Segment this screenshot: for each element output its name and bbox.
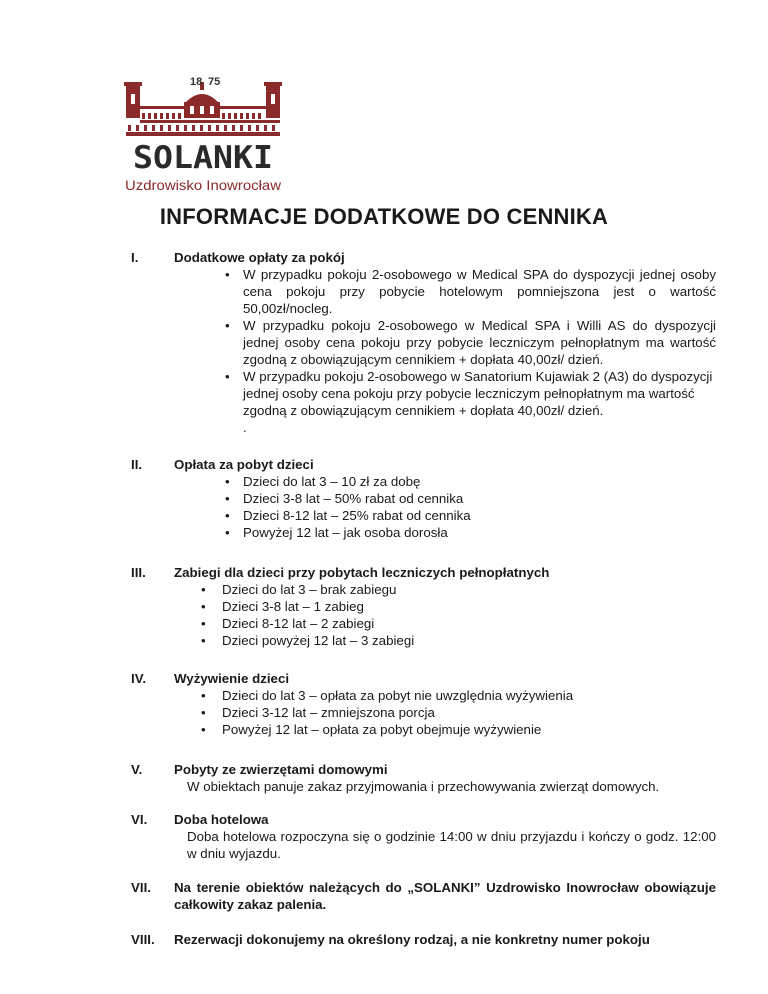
section-number: IV. [131, 671, 147, 686]
section-2 [131, 456, 716, 541]
section-1 [131, 249, 716, 436]
list-item: • W przypadku pokoju 2-osobowego w Medical SPA i Willi AS do dyspozycji jednej osoby cena pokoju przy pobycie leczniczym pełnopłatnym ma wartość zgodną z obowiązującym cennikiem + dopłata 40,00zł/ dzień. [174, 317, 716, 368]
list-item: • Dzieci powyżej 12 lat – 3 zabiegi [174, 632, 716, 649]
section-number: II. [131, 457, 143, 472]
section-number: III. [131, 565, 146, 580]
section-number: VI. [131, 812, 148, 827]
section-6 [131, 811, 716, 862]
section-5 [131, 761, 716, 795]
list-item: • W przypadku pokoju 2-osobowego w Medical SPA do dyspozycji jednej osoby cena pokoju przy pobycie hotelowym pomniejszona jest o wartość 50,00zł/nocleg. [174, 266, 716, 317]
list-item: • Powyżej 12 lat – opłata za pobyt obejmuje wyżywienie [174, 721, 716, 738]
section-3 [131, 564, 716, 649]
section-heading: Dodatkowe opłaty za pokój [174, 250, 345, 265]
section-heading: Wyżywienie dzieci [174, 671, 290, 686]
section-number: I. [131, 250, 139, 265]
logo-brand: SOLANKI [133, 140, 273, 176]
section-7 [131, 879, 716, 913]
section-text: W obiektach panuje zakaz przyjmowania i przechowywania zwierząt domowych. [187, 779, 660, 794]
logo-year-left: 18 [190, 76, 203, 88]
list-item: • Powyżej 12 lat – jak osoba dorosła [174, 524, 716, 541]
section-heading: Zabiegi dla dzieci przy pobytach leczniczych pełnopłatnych [174, 565, 550, 580]
list-item: • Dzieci do lat 3 – brak zabiegu [174, 581, 716, 598]
logo-subtitle: Uzdrowisko Inowrocław [125, 177, 282, 193]
section-8 [131, 931, 716, 948]
list-item: • Dzieci 3-8 lat – 50% rabat od cennika [174, 490, 716, 507]
list-item: • Dzieci do lat 3 – opłata za pobyt nie uwzględnia wyżywienia [174, 687, 716, 704]
list-item: • Dzieci 3-12 lat – zmniejszona porcja [174, 704, 716, 721]
section-text: Doba hotelowa rozpoczyna się o godzinie 14:00 w dniu przyjazdu i kończy o godz. 12:00 w dniu wyjazdu. [187, 829, 716, 861]
section-heading: Pobyty ze zwierzętami domowymi [174, 762, 388, 777]
section-number: VIII. [131, 932, 155, 947]
logo-year-right: 75 [208, 76, 221, 88]
section-heading: Opłata za pobyt dzieci [174, 457, 314, 472]
list-item: • W przypadku pokoju 2-osobowego w Sanatorium Kujawiak 2 (A3) do dyspozycji jednej osoby cena pokoju przy pobycie leczniczym pełnopłatnym ma wartość zgodną z obowiązującym cennikiem + dopłata 40,00zł/ dzień. [174, 368, 716, 419]
list-item: • Dzieci do lat 3 – 10 zł za dobę [174, 473, 716, 490]
section-number: V. [131, 762, 143, 777]
section-heading: Rezerwacji dokonujemy na określony rodzaj, a nie konkretny numer pokoju [174, 932, 650, 947]
list-item: • Dzieci 8-12 lat – 25% rabat od cennika [174, 507, 716, 524]
section-number: VII. [131, 880, 151, 895]
building-emblem-icon [124, 82, 282, 136]
list-item: • Dzieci 8-12 lat – 2 zabiegi [174, 615, 716, 632]
section-heading: Doba hotelowa [174, 812, 269, 827]
solanki-logo [124, 76, 284, 194]
list-item: • Dzieci 3-8 lat – 1 zabieg [174, 598, 716, 615]
stray-dot: . [243, 420, 247, 435]
section-4 [131, 670, 716, 738]
section-heading: Na terenie obiektów należących do „SOLANKI” Uzdrowisko Inowrocław obowiązuje całkowity zakaz palenia. [174, 880, 716, 912]
page-title: INFORMACJE DODATKOWE DO CENNIKA [159, 204, 609, 229]
